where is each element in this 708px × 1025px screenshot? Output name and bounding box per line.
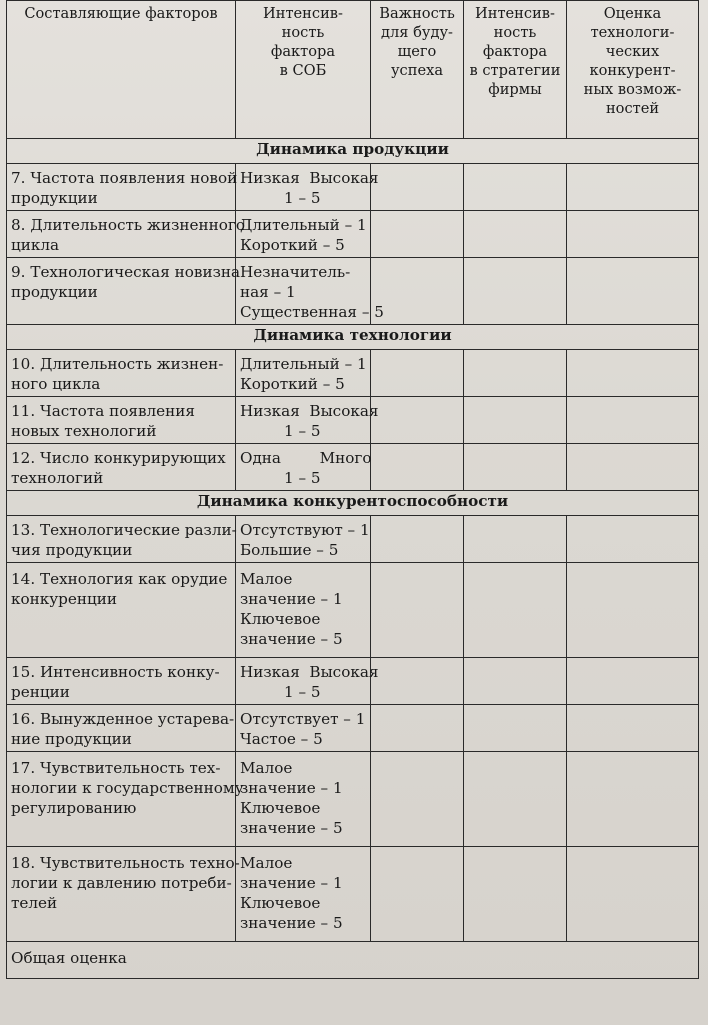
- intensity-text-line: Ключевое: [240, 610, 321, 628]
- intensity-text-line: ная – 1: [240, 283, 296, 301]
- section-row: [7, 139, 699, 164]
- total-label: Общая оценка: [7, 942, 699, 979]
- intensity-text-line: Отсутствуют – 1: [240, 521, 370, 539]
- intensity-cell: [236, 658, 379, 705]
- table-row: [7, 164, 699, 211]
- header-text-line: ность: [493, 24, 537, 41]
- header-text-line: Оценка: [603, 5, 662, 22]
- factor-cell: [7, 705, 236, 752]
- strategy-intensity-cell: [464, 444, 567, 491]
- assessment-cell: [567, 350, 699, 397]
- importance-cell: [371, 444, 464, 491]
- header-intensity-strategy: [464, 1, 567, 139]
- factor-text-line: технологий: [11, 469, 104, 487]
- assessment-cell: [567, 752, 699, 847]
- factors-table: [6, 0, 699, 979]
- assessment-cell: [567, 164, 699, 211]
- factor-text-line: 12. Число конкурирующих: [11, 449, 226, 467]
- header-assessment: [567, 1, 699, 139]
- assessment-cell: [567, 658, 699, 705]
- table-row: [7, 350, 699, 397]
- factor-cell: [7, 658, 236, 705]
- factor-text-line: телей: [11, 894, 58, 912]
- intensity-cell: [236, 397, 379, 444]
- factor-text-line: ного цикла: [11, 375, 101, 393]
- header-intensity-sob: [236, 1, 371, 139]
- factor-cell: [7, 752, 244, 847]
- assessment-cell: [567, 258, 699, 325]
- header-text-line: конкурент-: [589, 62, 676, 79]
- assessment-cell: [567, 705, 699, 752]
- factor-text-line: цикла: [11, 236, 60, 254]
- factor-text-line: нологии к государственному: [11, 779, 244, 797]
- factor-text-line: логии к давлению потреби-: [11, 874, 232, 892]
- strategy-intensity-cell: [464, 563, 567, 658]
- intensity-text-line: Малое: [240, 759, 293, 777]
- factor-cell: [7, 350, 236, 397]
- strategy-intensity-cell: [464, 516, 567, 563]
- strategy-intensity-cell: [464, 350, 567, 397]
- section-title: Динамика продукции: [7, 139, 699, 164]
- strategy-intensity-cell: [464, 397, 567, 444]
- importance-cell: [371, 350, 464, 397]
- table-body: [7, 139, 699, 979]
- strategy-intensity-cell: [464, 258, 567, 325]
- factor-text-line: 14. Технология как орудие: [11, 570, 228, 588]
- intensity-text-line: Большие – 5: [240, 541, 339, 559]
- header-text-line: Интенсив-: [475, 5, 555, 22]
- factor-cell: [7, 444, 236, 491]
- intensity-text-line: Короткий – 5: [240, 375, 345, 393]
- intensity-text-line: Низкая Высокая: [240, 402, 379, 420]
- table-row: [7, 705, 699, 752]
- total-row: [7, 942, 699, 979]
- intensity-text-line: 1 – 5: [284, 189, 321, 207]
- factor-text-line: 10. Длительность жизнен-: [11, 355, 224, 373]
- intensity-cell: [236, 752, 371, 847]
- factor-text-line: 17. Чувствительность тех-: [11, 759, 221, 777]
- strategy-intensity-cell: [464, 658, 567, 705]
- importance-cell: [371, 211, 464, 258]
- factor-text-line: конкуренции: [11, 590, 118, 608]
- factor-text-line: чия продукции: [11, 541, 133, 559]
- intensity-cell: [236, 211, 371, 258]
- factor-text-line: ние продукции: [11, 730, 132, 748]
- intensity-text-line: Короткий – 5: [240, 236, 345, 254]
- header-importance: [371, 1, 464, 139]
- intensity-cell: [236, 258, 384, 325]
- section-row: [7, 325, 699, 350]
- header-text-line: ность: [281, 24, 325, 41]
- factor-cell: [7, 397, 236, 444]
- intensity-text-line: Малое: [240, 570, 293, 588]
- table-header-row: [7, 1, 699, 139]
- header-text-line: ческих: [605, 43, 660, 60]
- factor-text-line: 7. Частота появления новой: [11, 169, 238, 187]
- intensity-text-line: значение – 5: [240, 819, 343, 837]
- factor-cell: [7, 258, 241, 325]
- header-text-line: в стратегии: [469, 62, 561, 79]
- header-text-line: Важность: [379, 5, 455, 22]
- strategy-intensity-cell: [464, 164, 567, 211]
- factor-text-line: 8. Длительность жизненного: [11, 216, 245, 234]
- header-text-line: ностей: [605, 100, 660, 117]
- intensity-text-line: значение – 1: [240, 874, 343, 892]
- intensity-text-line: Длительный – 1: [240, 216, 367, 234]
- factor-text-line: ренции: [11, 683, 70, 701]
- factor-cell: [7, 211, 245, 258]
- strategy-intensity-cell: [464, 705, 567, 752]
- factor-cell: [7, 516, 236, 563]
- importance-cell: [371, 705, 464, 752]
- intensity-cell: [236, 705, 371, 752]
- intensity-text-line: 1 – 5: [284, 422, 321, 440]
- table-row: [7, 516, 699, 563]
- importance-cell: [371, 847, 464, 942]
- table-row: [7, 847, 699, 942]
- header-text-line: фирмы: [488, 81, 542, 98]
- table-row: [7, 752, 699, 847]
- importance-cell: [371, 658, 464, 705]
- intensity-text-line: значение – 1: [240, 779, 343, 797]
- intensity-cell: [236, 350, 371, 397]
- table-row: [7, 563, 699, 658]
- intensity-text-line: значение – 1: [240, 590, 343, 608]
- factor-text-line: 16. Вынужденное устарева-: [11, 710, 235, 728]
- intensity-cell: [236, 516, 371, 563]
- factor-cell: [7, 847, 240, 942]
- intensity-text-line: Ключевое: [240, 894, 321, 912]
- section-title: Динамика технологии: [7, 325, 699, 350]
- header-text-line: для буду-: [381, 24, 453, 41]
- factor-text-line: новых технологий: [11, 422, 157, 440]
- factor-text-line: регулированию: [11, 799, 137, 817]
- header-factor: [7, 1, 236, 139]
- intensity-text-line: Длительный – 1: [240, 355, 367, 373]
- header-text-line: фактора: [270, 43, 336, 60]
- table-row: [7, 444, 699, 491]
- factor-text-line: 9. Технологическая новизна: [11, 263, 241, 281]
- intensity-text-line: Частое – 5: [240, 730, 323, 748]
- header-text-line: Интенсив-: [263, 5, 343, 22]
- factor-text-line: продукции: [11, 189, 98, 207]
- intensity-cell: [236, 563, 371, 658]
- factor-cell: [7, 164, 236, 211]
- intensity-cell: [236, 847, 371, 942]
- intensity-cell: [236, 444, 371, 491]
- header-text-line: Составляющие факторов: [24, 5, 218, 22]
- intensity-text-line: 1 – 5: [284, 469, 321, 487]
- importance-cell: [371, 516, 464, 563]
- table-row: [7, 397, 699, 444]
- table-row: [7, 658, 699, 705]
- header-text-line: фактора: [482, 43, 548, 60]
- intensity-text-line: Низкая Высокая: [240, 663, 379, 681]
- factor-text-line: 15. Интенсивность конку-: [11, 663, 220, 681]
- importance-cell: [371, 563, 464, 658]
- header-text-line: ных возмож-: [583, 81, 682, 98]
- intensity-text-line: значение – 5: [240, 914, 343, 932]
- factor-text-line: 18. Чувствительность техно-: [11, 854, 240, 872]
- assessment-cell: [567, 444, 699, 491]
- section-title: Динамика конкурентоспособности: [7, 491, 699, 516]
- importance-cell: [371, 752, 464, 847]
- factor-text-line: 11. Частота появления: [11, 402, 195, 420]
- strategy-intensity-cell: [464, 752, 567, 847]
- section-row: [7, 491, 699, 516]
- intensity-text-line: Ключевое: [240, 799, 321, 817]
- assessment-cell: [567, 847, 699, 942]
- intensity-text-line: Одна Много: [240, 449, 372, 467]
- header-text-line: успеха: [390, 62, 444, 79]
- factor-text-line: продукции: [11, 283, 98, 301]
- header-text-line: технологи-: [590, 24, 675, 41]
- intensity-text-line: Незначитель-: [240, 263, 351, 281]
- assessment-cell: [567, 563, 699, 658]
- table-row: [7, 258, 699, 325]
- importance-cell: [371, 258, 464, 325]
- intensity-text-line: 1 – 5: [284, 683, 321, 701]
- intensity-text-line: Существенная – 5: [240, 303, 384, 321]
- assessment-cell: [567, 211, 699, 258]
- intensity-text-line: Отсутствует – 1: [240, 710, 366, 728]
- assessment-cell: [567, 516, 699, 563]
- strategy-intensity-cell: [464, 847, 567, 942]
- intensity-text-line: Малое: [240, 854, 293, 872]
- intensity-text-line: Низкая Высокая: [240, 169, 379, 187]
- intensity-cell: [236, 164, 379, 211]
- header-text-line: щего: [397, 43, 437, 60]
- factor-cell: [7, 563, 236, 658]
- factor-text-line: 13. Технологические разли-: [11, 521, 237, 539]
- intensity-text-line: значение – 5: [240, 630, 343, 648]
- strategy-intensity-cell: [464, 211, 567, 258]
- importance-cell: [371, 397, 464, 444]
- importance-cell: [371, 164, 464, 211]
- table-row: [7, 211, 699, 258]
- assessment-cell: [567, 397, 699, 444]
- header-text-line: в СОБ: [279, 62, 327, 79]
